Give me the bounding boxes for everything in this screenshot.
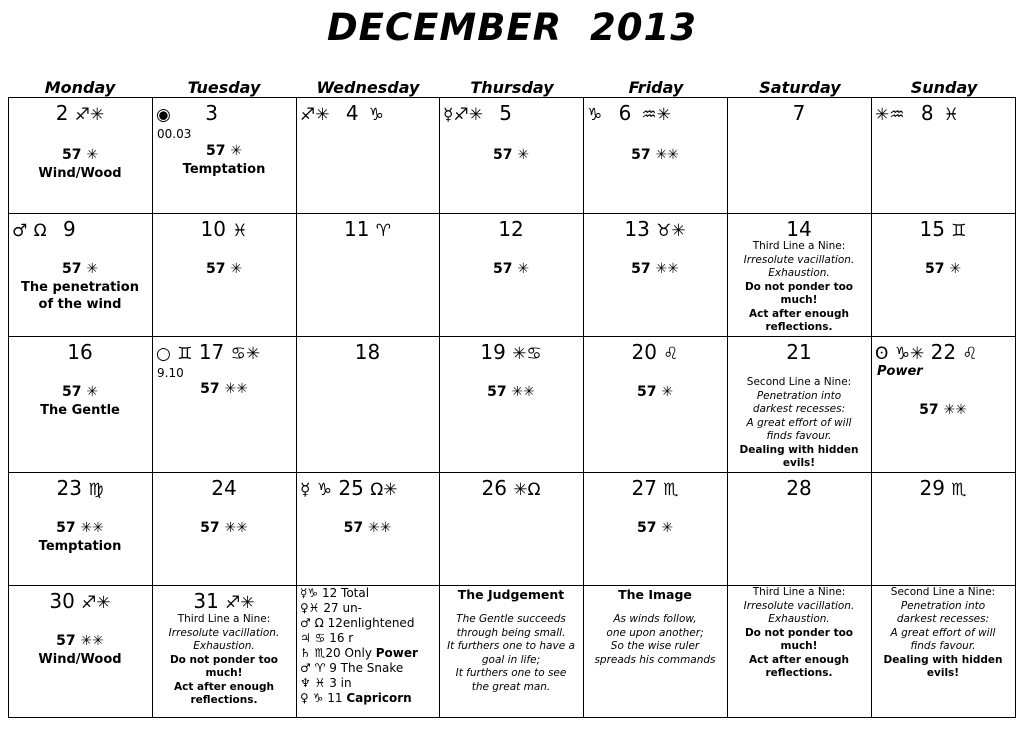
day-value: 57 ✳✳ (631, 147, 679, 163)
day-cell-25[interactable]: ☿ ♑ 25 Ω✳ 57 ✳✳ (296, 472, 439, 585)
day-cell-3[interactable]: ◉ 3 00.03 57 ✳ Temptation (152, 97, 296, 213)
day-cell-15[interactable]: 15 ♊ 57 ✳ (871, 213, 1015, 336)
sagittarius-icon: ♐ (81, 593, 97, 613)
mars-icon: ♂ (12, 221, 28, 241)
day-cell-4[interactable]: ♐✳ 4 ♑ (300, 101, 384, 125)
day-cell-31[interactable]: 31 ♐✳ Third Line a Nine: Irresolute vacillation. Exhaustion. Do not ponder too much! Act after enough reflections. (152, 585, 296, 717)
day-value: 57 ✳✳ (200, 520, 248, 536)
weekday-saturday: Saturday (759, 78, 841, 97)
day-value: 57 ✳ (636, 520, 674, 536)
venus-icon: ♀ (300, 601, 309, 615)
capricorn-icon: ♑ (316, 480, 333, 500)
mars-icon: ♂ (300, 616, 311, 630)
star-icon: ✳ (656, 105, 671, 125)
virgo-icon: ♍ (88, 480, 104, 500)
day-label: of the wind (38, 297, 122, 312)
day-cell-27[interactable]: 27 ♏ 57 ✳ (583, 472, 727, 585)
weekday-friday: Friday (628, 78, 684, 97)
day-label: Temptation (38, 539, 122, 554)
pisces-icon: ♓ (308, 601, 320, 615)
day-value: 57 ✳ (205, 261, 243, 277)
capricorn-icon: ♑ (368, 105, 384, 125)
hexagram-line-text: Third Line a Nine: Irresolute vacillation. Exhaustion. Do not ponder too much! Act after enough reflections. (743, 240, 855, 333)
aspects-list: ☿♑ 12 Total ♀♓ 27 un- ♂ Ω 12enlightened ♃ ♋ 16 r ♄ ♏20 Only Power ♂ ♈ 9 The Snake ♆ ♓ 3 in ♀ ♑ 11 Capricorn (300, 586, 418, 705)
node-icon: Ω (33, 221, 47, 241)
aries-icon: ♈ (375, 221, 392, 241)
first-quarter-moon-icon: ○ (156, 344, 171, 364)
star-icon: ✳ (315, 105, 330, 125)
day-cell-23[interactable]: 23 ♍ 57 ✳✳ Temptation (8, 472, 152, 585)
new-moon-icon: ◉ (156, 105, 171, 125)
day-value: 57 ✳✳ (56, 633, 104, 649)
page-title: DECEMBER 2013 (326, 6, 698, 49)
day-cell-10[interactable]: 10 ♓ 57 ✳ (152, 213, 296, 336)
day-cell-19[interactable]: 19 ✳♋ 57 ✳✳ (439, 336, 583, 472)
gemini-icon: ♊ (177, 344, 193, 364)
node-icon: Ω (527, 480, 541, 500)
capricorn-icon: ♑ (894, 344, 910, 364)
sagittarius-icon: ♐ (225, 593, 241, 613)
day-value: 57 ✳✳ (343, 520, 392, 536)
day-cell-6[interactable]: ♑ 6 ♒✳ 57 ✳✳ (583, 97, 727, 213)
star-icon: ✳ (90, 105, 105, 125)
gemini-icon: ♊ (951, 221, 967, 241)
day-cell-14[interactable]: 14 Third Line a Nine: Irresolute vacillation. Exhaustion. Do not ponder too much! Act after enough reflections. (727, 213, 871, 336)
star-icon: ✳ (513, 480, 528, 500)
weekday-sunday: Sunday (910, 78, 978, 97)
star-icon: ✳ (671, 221, 686, 241)
hexagram-line-text: Second Line a Nine: Penetration into darkest recesses: A great effort of will finds favour. Dealing with hidden evils! (739, 376, 859, 469)
mercury-icon: ☿ (443, 105, 454, 125)
pluto-icon: ♀ (300, 691, 309, 705)
star-icon: ✳ (383, 480, 398, 500)
day-value: 57 ✳ (61, 261, 99, 277)
star-icon: ✳ (875, 105, 890, 125)
sagittarius-icon: ♐ (300, 105, 316, 125)
day-cell-21[interactable]: 21 Second Line a Nine: Penetration into darkest recesses: A great effort of will finds favour. Dealing with hidden evils! (727, 336, 871, 472)
day-value: 57 ✳ (61, 147, 99, 163)
day-label: Power (877, 364, 923, 379)
day-cell-12[interactable]: 12 57 ✳ (439, 213, 583, 336)
day-label: Wind/Wood (38, 652, 122, 667)
second-line-cell: Second Line a Nine: Penetration into darkest recesses: A great effort of will finds favour. Dealing with hidden evils! (883, 586, 1003, 679)
day-cell-8[interactable]: ✳♒ 8 ♓ (875, 101, 959, 125)
day-value: 57 ✳✳ (919, 402, 967, 418)
day-value: 57 ✳ (492, 261, 530, 277)
aquarius-icon: ♒ (641, 105, 657, 125)
day-label: The Gentle (40, 403, 120, 418)
weekday-tuesday: Tuesday (187, 78, 261, 97)
third-line-cell: Third Line a Nine: Irresolute vacillation. Exhaustion. Do not ponder too much! Act after enough reflections. (743, 586, 855, 679)
aquarius-icon: ♒ (889, 105, 905, 125)
uranus-icon: ♂ (300, 661, 311, 675)
day-cell-16[interactable]: 16 57 ✳ The Gentle (8, 336, 152, 472)
star-icon: ✳ (245, 344, 261, 364)
capricorn-icon: ♑ (312, 691, 324, 705)
scorpio-icon: ♏ (663, 480, 679, 500)
day-cell-7[interactable]: 7 (792, 101, 806, 125)
day-cell-11[interactable]: 11 ♈ (343, 217, 392, 241)
star-icon: ✳ (96, 593, 111, 613)
aries-icon: ♈ (314, 661, 326, 675)
node-icon: Ω (370, 480, 384, 500)
capricorn-icon: ♑ (587, 105, 603, 125)
weekday-thursday: Thursday (470, 78, 554, 97)
leo-icon: ♌ (962, 344, 978, 364)
day-cell-24[interactable]: 24 57 ✳✳ (152, 472, 296, 585)
judgement-cell: The Judgement The Gentle succeeds through being small. It furthers one to have a goal in life; It furthers one to see the great man. (447, 587, 575, 693)
day-value: 57 ✳ (205, 143, 243, 159)
day-label: Temptation (182, 162, 266, 177)
day-cell-22[interactable]: ʘ ♑✳ 22 ♌ Power 57 ✳✳ (871, 336, 1015, 472)
star-icon: ✳ (910, 344, 925, 364)
node-icon: Ω (314, 616, 324, 630)
saturn-icon: ♄ (300, 646, 311, 660)
star-icon: ✳ (468, 105, 483, 125)
mercury-icon: ☿ (300, 586, 308, 600)
leo-icon: ♌ (663, 344, 679, 364)
star-icon: ✳ (512, 344, 527, 364)
day-value: 57 ✳✳ (56, 520, 104, 536)
star-icon: ✳ (240, 593, 255, 613)
day-cell-18[interactable]: 18 (354, 340, 381, 364)
pisces-icon: ♓ (314, 676, 326, 690)
cancer-icon: ♋ (230, 344, 246, 364)
mercury-icon: ☿ (300, 480, 311, 500)
hexagram-line-text: Third Line a Nine: Irresolute vacillation. Exhaustion. Do not ponder too much! Act after enough reflections. (168, 613, 280, 706)
day-cell-13[interactable]: 13 ♉✳ 57 ✳✳ (583, 213, 727, 336)
day-cell-28[interactable]: 28 (786, 476, 812, 500)
day-cell-17[interactable]: ○ ♊ 17 ♋✳ 9.10 57 ✳✳ (152, 336, 296, 472)
moon-time: 9.10 (157, 366, 184, 380)
day-value: 57 ✳✳ (200, 381, 248, 397)
day-value: 57 ✳✳ (631, 261, 679, 277)
day-cell-26[interactable]: 26 ✳Ω (481, 476, 541, 500)
jupiter-icon: ♃ (300, 631, 311, 645)
capricorn-icon: ♑ (307, 586, 319, 600)
image-cell: The Image As winds follow, one upon another; So the wise ruler spreads his commands (594, 587, 716, 666)
cancer-icon: ♋ (526, 344, 542, 364)
day-cell-5[interactable]: ☿♐✳ 5 57 ✳ (439, 97, 583, 213)
day-value: 57 ✳ (924, 261, 962, 277)
day-label: Wind/Wood (38, 166, 122, 181)
day-cell-29[interactable]: 29 ♏ (919, 476, 967, 500)
day-cell-30[interactable]: 30 ♐✳ 57 ✳✳ Wind/Wood (8, 585, 152, 717)
day-cell-9[interactable]: ♂ Ω 9 57 ✳ The penetration of the wind (8, 213, 152, 336)
pisces-icon: ♓ (943, 105, 959, 125)
scorpio-icon: ♏ (314, 646, 326, 660)
sagittarius-icon: ♐ (453, 105, 469, 125)
full-moon-icon: ʘ (875, 344, 889, 364)
day-value: 57 ✳ (492, 147, 530, 163)
moon-time: 00.03 (157, 127, 192, 141)
day-label: The penetration (21, 280, 139, 295)
scorpio-icon: ♏ (951, 480, 967, 500)
calendar-grid (8, 97, 1016, 718)
weekday-monday: Monday (44, 78, 116, 97)
day-value: 57 ✳ (61, 384, 99, 400)
pisces-icon: ♓ (232, 221, 248, 241)
day-value: 57 ✳ (636, 384, 674, 400)
day-cell-2[interactable]: 2 ♐✳ 57 ✳ Wind/Wood (8, 97, 152, 213)
cancer-icon: ♋ (314, 631, 326, 645)
day-value: 57 ✳✳ (487, 384, 535, 400)
day-cell-20[interactable]: 20 ♌ 57 ✳ (583, 336, 727, 472)
weekday-wednesday: Wednesday (316, 78, 420, 97)
taurus-icon: ♉ (656, 221, 672, 241)
neptune-icon: ♆ (300, 676, 311, 690)
sagittarius-icon: ♐ (74, 105, 91, 125)
